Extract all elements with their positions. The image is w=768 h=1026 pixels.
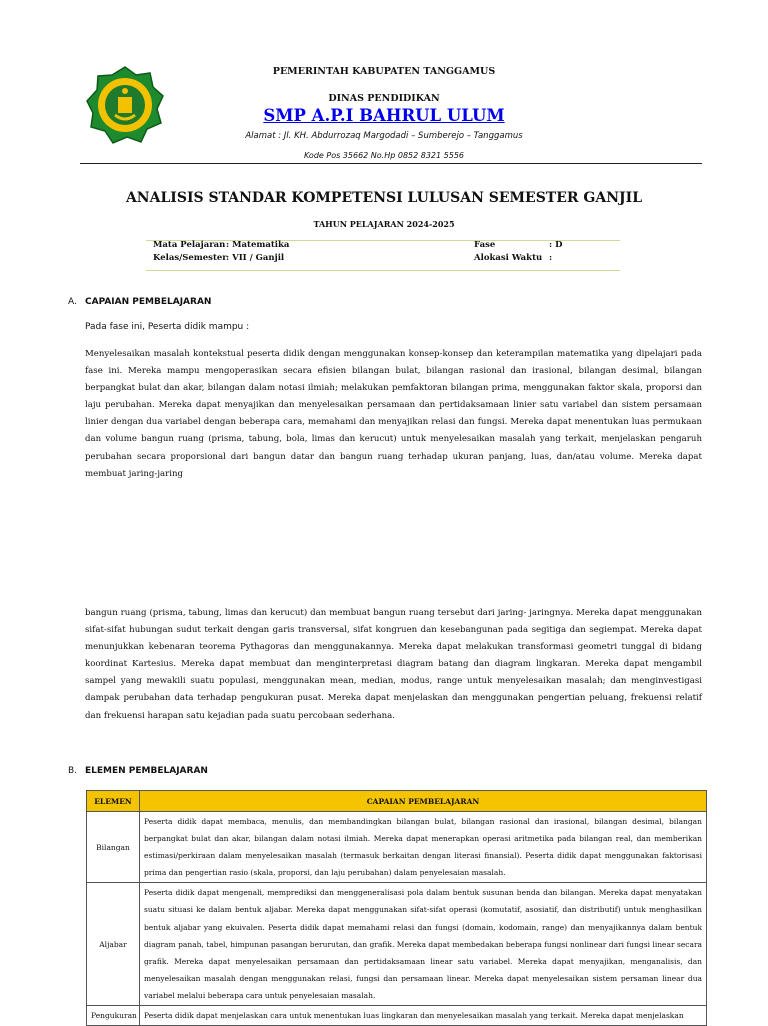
info-bottom-line xyxy=(146,270,620,271)
element-description: Peserta didik dapat mengenali, memprediksi dan menggeneralisasi pola dalam bentuk susunan benda dan bilangan. Mereka dapat menyatakan suatu situasi ke dalam bentuk aljabar. Mereka dapat menggunakan sifat-sifat operasi (komutatif, asosiatif, dan distributif) untuk menghasilkan bentuk aljabar yang ekuivalen. Peserta didik dapat memahami relasi dan fungsi (domain, kodomain, range) dan menyajikannya dalam bentuk diagram panah, tabel, himpunan pasangan berurutan, dan grafik. Mereka dapat membedakan beberapa fungsi nonlinear dari fungsi linear secara grafik. Mereka dapat menyelesaikan persamaan dan pertidaksamaan linear satu variabel. Mereka dapat menyajikan, menganalisis, dan menyelesaikan masalah dengan menggunakan relasi, fungsi dan persamaan linear. Mereka dapat menyelesaikan sistem persaman linear dua variabel melalui beberapa cara untuk penyelesaian masalah. xyxy=(140,883,707,1006)
table-row xyxy=(87,1006,707,1026)
phase-label: Fase xyxy=(474,240,496,250)
time-value: : xyxy=(549,253,553,263)
element-name: Aljabar xyxy=(87,883,140,1006)
section-a-paragraph-1: Menyelesaikan masalah kontekstual peserta didik dengan menggunakan konsep-konsep dan keterampilan matematika yang dipelajari pada fase ini. Mereka mampu mengoperasikan secara efisien bilangan bulat, bilangan rasional dan irasional, bilangan desimal, bilangan berpangkat bulat dan akar, bilangan dalam notasi ilmiah; melakukan pemfaktoran bilangan prima, menggunakan faktor skala, proporsi dan laju perubahan. Mereka dapat menyajikan dan menyelesaikan persamaan dan pertidaksamaan linier satu variabel dan sistem persamaan linier dengan dua variabel dengan beberapa cara, memahami dan menyajikan relasi dan fungsi. Mereka dapat menentukan luas permukaan dan volume bangun ruang (prisma, tabung, bola, limas dan kerucut) untuk menyelesaikan masalah yang terkait, menjelaskan pengaruh perubahan secara proporsional dari bangun datar dan bangun ruang terhadap ukuran panjang, luas, dan/atau volume. Mereka dapat membuat jaring-jaring xyxy=(85,349,702,479)
section-a-intro: Pada fase ini, Peserta didik mampu : xyxy=(85,322,250,332)
section-a-paragraph-2: bangun ruang (prisma, tabung, limas dan kerucut) dan membuat bangun ruang tersebut dari jaring- jaringnya. Mereka dapat menggunakan sifat-sifat hubungan sudut terkait dengan garis transversal, sifat kongruen dan kesebangunan pada segitiga dan segiempat. Mereka dapat menunjukkan kebenaran teorema Pythagoras dan menggunakannya. Mereka dapat melakukan transformasi geometri tunggal di bidang koordinat Kartesius. Mereka dapat membuat dan menginterpretasi diagram batang dan diagram lingkaran. Mereka dapat mengambil sampel yang mewakili suatu populasi, menggunakan mean, median, modus, range untuk menyelesaikan masalah; dan menginvestigasi dampak perubahan data terhadap pengukuran pusat. Mereka dapat menjelaskan dan menggunakan pengertian peluang, frekuensi relatif dan frekuensi harapan satu kejadian pada suatu percobaan sederhana. xyxy=(85,608,702,721)
elements-table xyxy=(86,790,707,1026)
class-value: : VII / Ganjil xyxy=(226,253,285,263)
header-divider xyxy=(80,163,702,164)
table-row xyxy=(87,883,707,1006)
table-header-row xyxy=(87,791,707,812)
time-label: Alokasi Waktu xyxy=(474,253,543,263)
table-row xyxy=(87,812,707,883)
section-b-letter: B. xyxy=(68,766,78,776)
section-b-title: ELEMEN PEMBELAJARAN xyxy=(85,766,208,776)
column-header-achievement: CAPAIAN PEMBELAJARAN xyxy=(140,791,707,812)
element-name: Bilangan xyxy=(87,812,140,883)
element-name: Pengukuran xyxy=(87,1006,140,1026)
class-label: Kelas/Semester xyxy=(153,253,227,263)
subject-label: Mata Pelajaran xyxy=(153,240,226,250)
postal-info: Kode Pos 35662 No.Hp 0852 8321 5556 xyxy=(303,151,465,160)
school-name[interactable]: SMP A.P.I BAHRUL ULUM xyxy=(263,106,505,125)
element-description: Peserta didik dapat membaca, menulis, dan membandingkan bilangan bulat, bilangan rasional dan irasional, bilangan desimal, bilangan berpangkat bulat dan akar, bilangan dalam notasi ilmiah. Mereka dapat menerapkan operasi aritmetika pada bilangan real, dan memberikan estimasi/perkiraan dalam menyelesaikan masalah (termasuk berkaitan dengan literasi finansial). Peserta didik dapat menggunakan faktorisasi prima dan pengertian rasio (skala, proporsi, dan laju perubahan) dalam penyelesaian masalah. xyxy=(140,812,707,883)
section-a-title: CAPAIAN PEMBELAJARAN xyxy=(85,297,212,307)
phase-value: : D xyxy=(549,240,563,250)
school-address: Alamat : Jl. KH. Abdurrozaq Margodadi – Sumberejo – Tanggamus xyxy=(245,131,523,141)
column-header-element: ELEMEN xyxy=(87,791,140,812)
document-title: ANALISIS STANDAR KOMPETENSI LULUSAN SEMESTER GANJIL xyxy=(125,190,643,206)
section-a-letter: A. xyxy=(68,297,77,307)
department-name: DINAS PENDIDIKAN xyxy=(328,93,440,104)
academic-year: TAHUN PELAJARAN 2024-2025 xyxy=(313,219,455,229)
subject-value: : Matematika xyxy=(226,240,290,250)
element-description: Peserta didik dapat menjelaskan cara untuk menentukan luas lingkaran dan menyelesaikan masalah yang terkait. Mereka dapat menjelaskan xyxy=(140,1006,707,1026)
government-name: PEMERINTAH KABUPATEN TANGGAMUS xyxy=(272,66,496,77)
